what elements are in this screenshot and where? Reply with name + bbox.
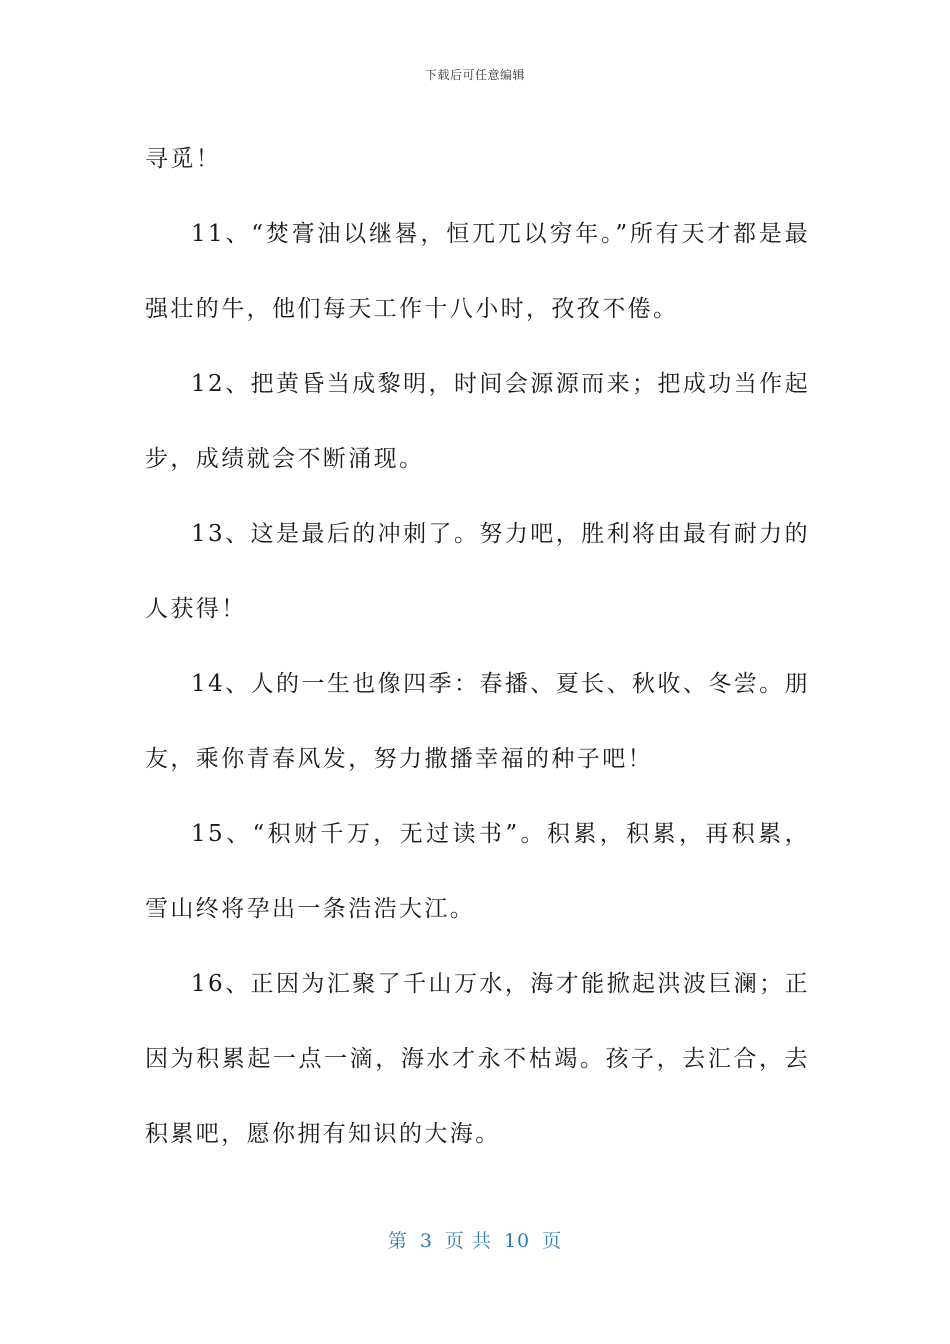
footer-suffix: 页 — [542, 1230, 563, 1252]
paragraph-item-15: 15、“积财千万，无过读书”。积累，积累，再积累，雪山终将孕出一条浩浩大江。 — [145, 821, 810, 922]
footer-middle: 页 共 — [444, 1230, 492, 1252]
page-number-footer — [0, 1226, 950, 1253]
document-body — [145, 122, 810, 1172]
footer-current-page: 3 — [419, 1230, 433, 1252]
paragraph-item-13: 13、这是最后的冲刺了。努力吧，胜利将由最有耐力的人获得！ — [145, 521, 810, 622]
paragraph-item-16: 16、正因为汇聚了千山万水，海才能掀起洪波巨澜；正因为积累起一点一滴，海水才永不枯竭。孩子，去汇合，去积累吧，愿你拥有知识的大海。 — [145, 971, 810, 1147]
paragraph-item-14: 14、人的一生也像四季：春播、夏长、秋收、冬尝。朋友，乘你青春风发，努力撒播幸福的种子吧！ — [145, 671, 810, 772]
footer-prefix: 第 — [387, 1230, 408, 1252]
paragraph-item-11: 11、“焚膏油以继晷，恒兀兀以穷年。”所有天才都是最强壮的牛，他们每天工作十八小时，孜孜不倦。 — [145, 221, 810, 322]
paragraph: 寻觅！ — [145, 146, 222, 172]
page-header-note: 下载后可任意编辑 — [424, 68, 525, 82]
footer-total-pages: 10 — [503, 1230, 531, 1252]
paragraph-item-12: 12、把黄昏当成黎明，时间会源源而来；把成功当作起步，成绩就会不断涌现。 — [145, 371, 810, 472]
